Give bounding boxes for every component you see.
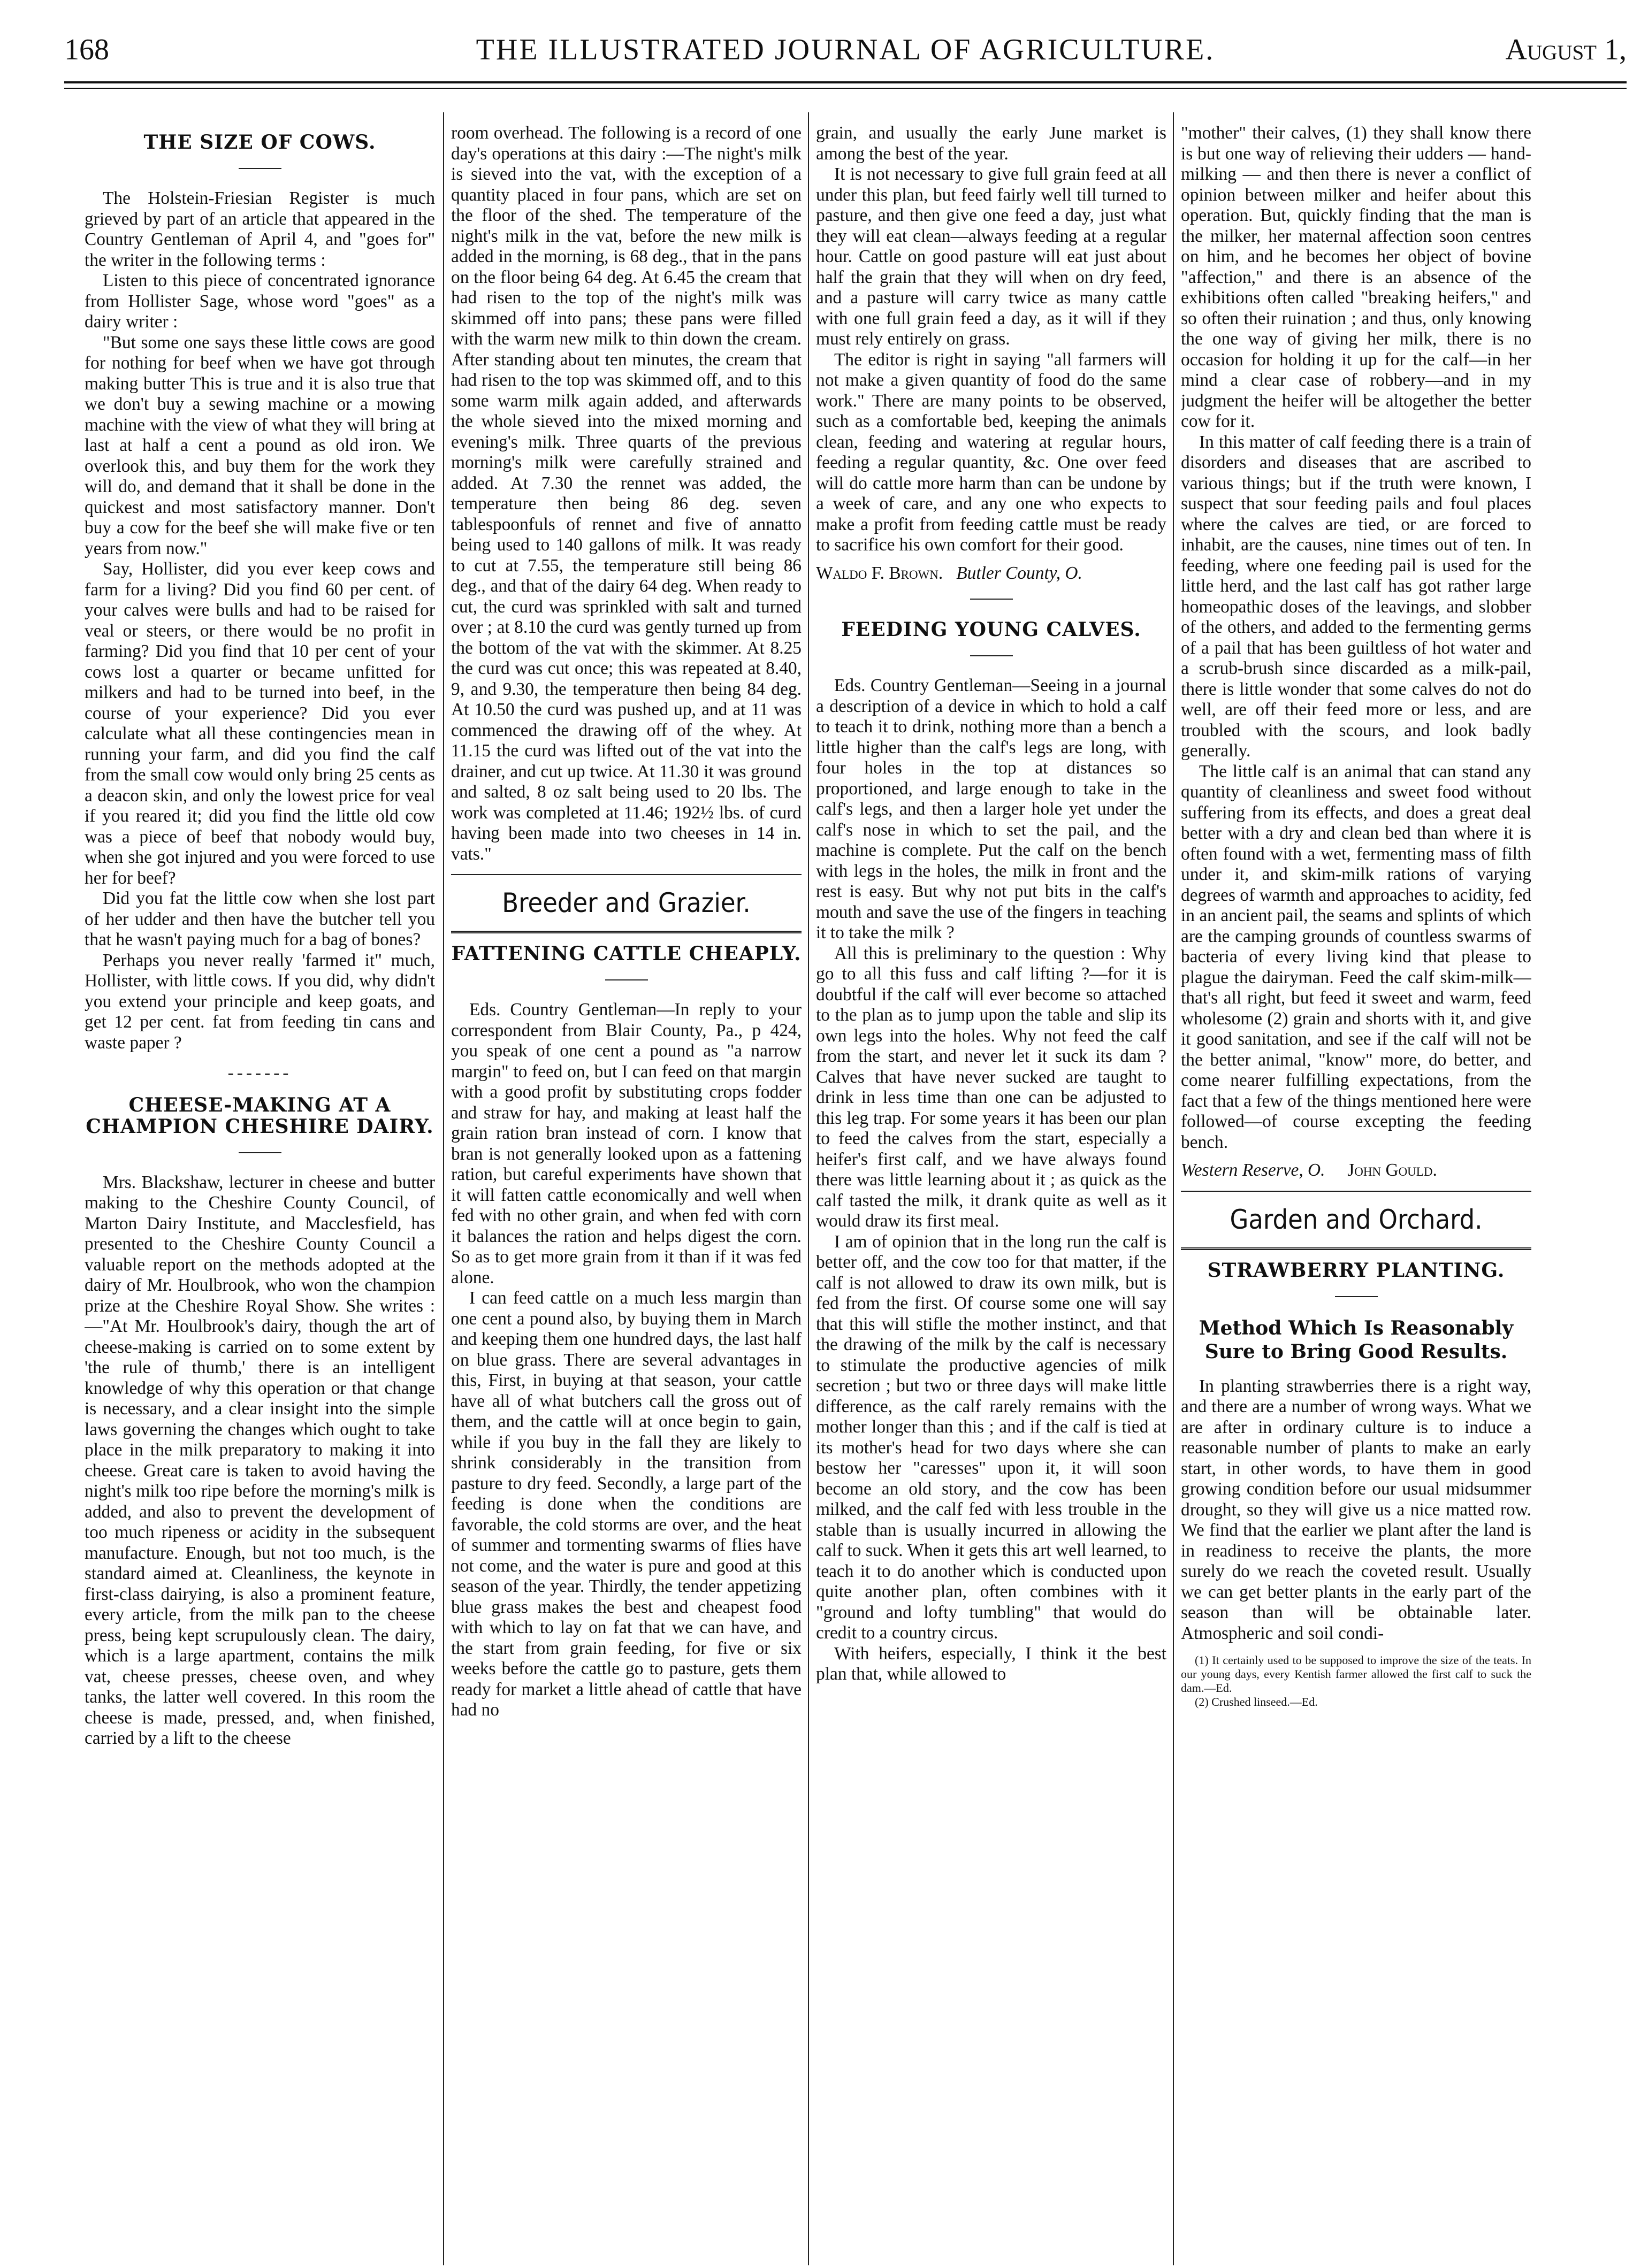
column-divider [808,112,809,2265]
author-place: Butler County, O. [956,563,1082,583]
paragraph: "mother" their calves, (1) they shall know there is but one way of relieving their udders — hand-milking — and then there is never a conflict of opinion between milker and heifer about this operation. But, quickly finding that the man is the milker, her maternal affection soon centres on him, and he becomes her object of bovine "affection," and there is an absence of the exhibitions often called "breaking heifers," and so often their ruination ; and thus, only knowing the one way of giving her milk, there is no occasion for holding it up for the calf—in her mind a clear case of robbery—and in my judgment the heifer will be altogether the better cow for it. [1181,123,1531,431]
author-name: Waldo F. Brown. [816,563,943,583]
paragraph: room overhead. The following is a record of one day's operations at this dairy :—The night's milk is sieved into the vat, with the exception of a quantity placed in four pans, which are set on the floor of the shed. The temperature of the night's milk in the vat, before the new milk is added in the morning, is 68 deg., that in the pans on the floor being 64 deg. At 6.45 the cream that had risen to the top of the night's milk was skimmed off into pans; these pans were filled with the warm new milk to thin down the cream. After standing about ten minutes, the cream that had risen to the top was skimmed off, and to this some warm milk again added, and afterwards the whole sieved into the mixed morning and evening's milk. Three quarts of the previous morning's milk were carefully strained and added. At 7.30 the rennet was added, the temperature then being 86 deg. seven tablespoonfuls of rennet and five of annatto being used to 140 gallons of milk. It was ready to cut at 7.55, the temperature still being 86 deg., and that of the dairy 64 deg. When ready to cut, the curd was sprinkled with salt and turned over ; at 8.10 the curd was gently turned up from the bottom of the vat with the skimmer. At 8.25 the curd was cut once; this was repeated at 8.40, 9, and 9.30, the temperature then being 84 deg. At 10.50 the curd was pushed up, and at 11 was commenced the drawing off of the whey. At 11.15 the curd was lifted out of the vat into the drainer, and cut up twice. At 11.30 it was ground and salted, 8 oz salt being used to 20 lbs. The work was completed at 11.46; 192½ lbs. of curd having been made into two cheeses in 14 in. vats." [451,123,802,864]
footnote: (1) It certainly used to be supposed to improve the size of the teats. In our young days, every Kentish farmer allowed the first calf to suck the dam.—Ed. [1181,1653,1531,1695]
column-4 [1181,123,1531,2268]
paragraph: Say, Hollister, did you ever keep cows and farm for a living? Did you find 60 per cent. of your calves were bulls and had to be raised for veal or steers, or there would be no profit in farming? Did you find that 10 per cent of your cows lost a quarter or became unfitted for milkers and had to be turned into beef, in the course of your experience? Did you ever calculate what all these contingencies mean in running your farm, and did you find the calf from the small cow would only bring 25 cents as a deacon skin, and only the lowest price for veal if you reared it; did you find the little old cow was a piece of beef that nobody would buy, when she got injured and you were forced to use her for beef? [85,559,435,888]
masthead [64,31,1627,68]
paragraph: grain, and usually the early June market is among the best of the year. [816,123,1166,164]
heading-rule [239,168,281,169]
heading-rule [1335,1296,1378,1297]
paragraph: I can feed cattle on a much less margin than one cent a pound also, by buying them in March and keeping them one hundred days, the last half on blue grass. There are several advantages in this, First, in buying at that season, your cattle have all of what butchers call the gross out of them, and the cattle will at once begin to gain, while if you buy in the fall they are likely to shrink considerably in the transition from pasture to dry feed. Secondly, a large part of the feeding is done when the conditions are favorable, the cold storms are over, and the heat of summer and tormenting swarms of flies have not come, and the water is pure and good at this season of the year. Thirdly, the tender appetizing blue grass makes the best and cheapest food with which to lay on fat that we can have, and the start from grain feeding, for five or six weeks before the cattle go to pasture, gets them ready for market a little ahead of cattle that have had no [451,1288,802,1720]
column-2 [451,123,802,2268]
section-rule [970,599,1013,600]
department-heading: Garden and Orchard. [1181,1191,1531,1250]
article-heading: CHEESE-MAKING AT A CHAMPION CHESHIRE DAIRY. [86,1093,434,1138]
heading-rule [970,655,1013,656]
paragraph: It is not necessary to give full grain feed at all under this plan, but feed fairly well till turned to pasture, and then give one feed a day, just what they will eat clean—always feeding at a regular hour. Cattle on good pasture will eat just about half the grain that they will when on dry feed, and a pasture will carry twice as many cattle with one full grain feed a day, as it will if they must rely entirely on grass. [816,164,1166,349]
page-number: 168 [64,33,109,66]
author-place: Western Reserve, O. [1181,1160,1325,1180]
paragraph: "But some one says these little cows are good for nothing for beef when we have got through making butter This is true and it is also true that we don't buy a sewing machine or a mowing machine with the view of what they will bring at last at half a cent a pound as old iron. We overlook this, and buy them for the work they will do, and demand that it shall be done in the quickest and most satisfactory manner. Don't buy a cow for the beef she will make five or ten years from now." [85,332,435,558]
signature [1181,1160,1531,1181]
article-subheading: Method Which Is Reasonably Sure to Bring Good Results. [1199,1316,1514,1363]
heading-rule [605,979,648,980]
footnote: (2) Crushed linseed.—Ed. [1195,1695,1318,1708]
paragraph: In planting strawberries there is a right way, and there are a number of wrong ways. What we are after in ordinary culture is to induce a reasonable number of plants to make an early start, in other words, to have them in good growing condition before our usual midsummer drought, so they will give us a nice matted row. We find that the earlier we plant after the land is in readiness to receive the plants, the more surely do we reach the coveted result. Usually we can get better plants in the early part of the season than will be obtainable later. Atmospheric and soil condi- [1181,1376,1531,1643]
column-3 [816,123,1166,2268]
paragraph: Mrs. Blackshaw, lecturer in cheese and butter making to the Cheshire County Council, of Marton Dairy Institute, and Macclesfield, has presented to the Cheshire County Council a valuable report on the methods adopted at the dairy of Mr. Houlbrook, who won the champion prize at the Cheshire Royal Show. She writes :—"At Mr. Houlbrook's dairy, though the art of cheese-making is carried on to some extent by 'the rule of thumb,' there is an intelligent knowledge of why this operation or that change is necessary, and a clear insight into the simple laws governing the changes which ought to take place in the milk preparatory to making it into cheese. Great care is taken to avoid having the night's milk too ripe before the morning's milk is added, and also to prevent the development of too much ripeness or acidity in the subsequent manufacture. Enough, but not too much, is the standard aimed at. Cleanliness, the keynote in first-class dairying, is also a prominent feature, every article, from the milk pan to the cheese press, being kept scrupulously clean. The dairy, which is a large apartment, contains the milk vat, cheese presses, cheese oven, and whey tanks, the latter well covered. In this room the cheese is made, pressed, and, when finished, carried by a lift to the cheese [85,1172,435,1748]
paragraph: All this is preliminary to the question : Why go to all this fuss and calf lifting ?—for it is doubtful if the calf will ever become so attached to the plan as to jump upon the table and slip its own legs into the holes. Why not feed the calf from the start, and never let it suck its dam ? Calves that have never sucked are taught to drink in less time than one can be adjusted to this leg trap. For some years it has been our plan to feed the calves from the start, especially a heifer's first calf, and we have always found there was little learning about it ; as quick as the calf tasted the milk, it drank quite as well as it would draw its first meal. [816,943,1166,1231]
paragraph: Listen to this piece of concentrated ignorance from Hollister Sage, whose word "goes" as a dairy writer : [85,271,435,332]
paragraph: I am of opinion that in the long run the calf is better off, and the cow too for that matter, if the calf is not allowed to draw its own milk, but is fed from the first. Of course some one will say that this will stifle the mother instinct, and that the drawing of the milk by the calf is necessary to stimulate the productive agencies of milk secretion ; but two or three days will make little difference, as the calf rarely remains with the mother longer than this ; and if the calf is tied at its mother's head for two days where she can bestow her "caresses" upon it, it will soon become an old story, and the cow has been milked, and the calf fed with less trouble in the stable than is usually incurred in allowing the calf to suck. When it gets this art well learned, to teach it to do another which is conducted upon quite another plan, often combines with it "ground and lofty tumbling" that would do credit to a country circus. [816,1231,1166,1643]
article-heading: THE SIZE OF COWS. [143,131,376,154]
paragraph: With heifers, especially, I think it the best plan that, while allowed to [816,1643,1166,1684]
signature [816,563,1166,584]
footnotes [1181,1653,1531,1709]
heading-rule [239,1152,281,1153]
header-rule-thick [64,81,1627,83]
column-divider [443,112,444,2265]
department-heading: Breeder and Grazier. [451,874,802,933]
paragraph: In this matter of calf feeding there is a train of disorders and diseases that are ascribed to various things; but if the truth were known, I suspect that sour feeding pails and foul places where the calves are tied, or are forced to inhabit, are the causes, nine times out of ten. In feeding, where one feeding pail is used for the little herd, and the last calf has got rather large homeopathic doses of the leavings, and slobber of the others, and added to the fermenting germs of a pail that has been guiltless of hot water and a scrub-brush since discarded as a milk-pail, there is little wonder that some calves do not do well, are off their feed more or less, and are troubled with the scours, and look badly generally. [1181,432,1531,761]
header-rule-thin [64,88,1627,89]
paragraph: Perhaps you never really 'farmed it" much, Hollister, with little cows. If you did, why didn't you extend your principle and keep goats, and get 12 per cent. fat from feeding tin cans and waste paper ? [85,950,435,1053]
separator: ------- [227,1063,292,1083]
paragraph: The Holstein-Friesian Register is much grieved by part of an article that appeared in the Country Gentleman of April 4, and "goes for" the writer in the following terms : [85,188,435,270]
article-heading: FEEDING YOUNG CALVES. [841,618,1141,641]
column-divider [1173,112,1174,2265]
article-heading: FATTENING CATTLE CHEAPLY. [451,943,802,965]
article-heading: STRAWBERRY PLANTING. [1207,1259,1505,1282]
paragraph: Did you fat the little cow when she lost part of her udder and then have the butcher tell you that he wasn't paying much for a bag of bones? [85,888,435,949]
paragraph: Eds. Country Gentleman—In reply to your correspondent from Blair County, Pa., p 424, you speak of one cent a pound as "a narrow margin" to feed on, but I can feed on that margin with a good profit by substituting crops fodder and straw for hay, and making at least half the grain ration bran instead of corn. I know that bran is not generally looked upon as a fattening ration, but careful experiments have shown that it will fatten cattle economically and well when fed with no other grain, and when fed with corn it balances the ration and helps digest the corn. So as to get more grain from it than if it was fed alone. [451,1000,802,1288]
author-name: John Gould. [1347,1160,1437,1180]
column-1 [85,123,435,2268]
paragraph: The editor is right in saying "all farmers will not make a given quantity of food do the same work." There are many points to be observed, such as a comfortable bed, keeping the animals clean, feeding and watering at regular hours, feeding a regular quantity, &c. One over feed will do cattle more harm than can be undone by a week of care, and any one who expects to make a profit from feeding cattle must be ready to sacrifice his own comfort for their good. [816,349,1166,555]
issue-date: August 1, [1505,33,1627,66]
paragraph: The little calf is an animal that can stand any quantity of cleanliness and sweet food without suffering from its effects, and does a great deal better with a dry and clean bed than where it is often found with a wet, fermenting mass of filth under it, and skim-milk rations of varying degrees of warmth and approaches to acidity, fed in an ancient pail, the seams and splints of which are the camping grounds of countless swarms of bacteria of every living kind that please to plague the dairyman. Feed the calf skim-milk—that's all right, but feed it sweet and warm, feed wholesome (2) grain and shorts with it, and give it good sanitation, and see if the calf will not be the better animal, "know" more, do better, and come nearer fulfilling expectations, from the fact that a few of the things mentioned here were followed—of course excepting the feeding bench. [1181,761,1531,1152]
journal-title: THE ILLUSTRATED JOURNAL OF AGRICULTURE. [476,33,1215,66]
paragraph: Eds. Country Gentleman—Seeing in a journal a description of a device in which to hold a calf to teach it to drink, nothing more than a bench a little higher than the calf's legs are long, with four holes in the top at distances so proportioned, and large enough to take in the calf's legs, and then a larger hole yet under the calf's nose in which to set the pail, and the machine is complete. Put the calf on the bench with legs in the holes, the milk in front and the rest is easy. But why not put bits in the calf's mouth and save the use of the fingers in teaching it to take the milk ? [816,676,1166,943]
